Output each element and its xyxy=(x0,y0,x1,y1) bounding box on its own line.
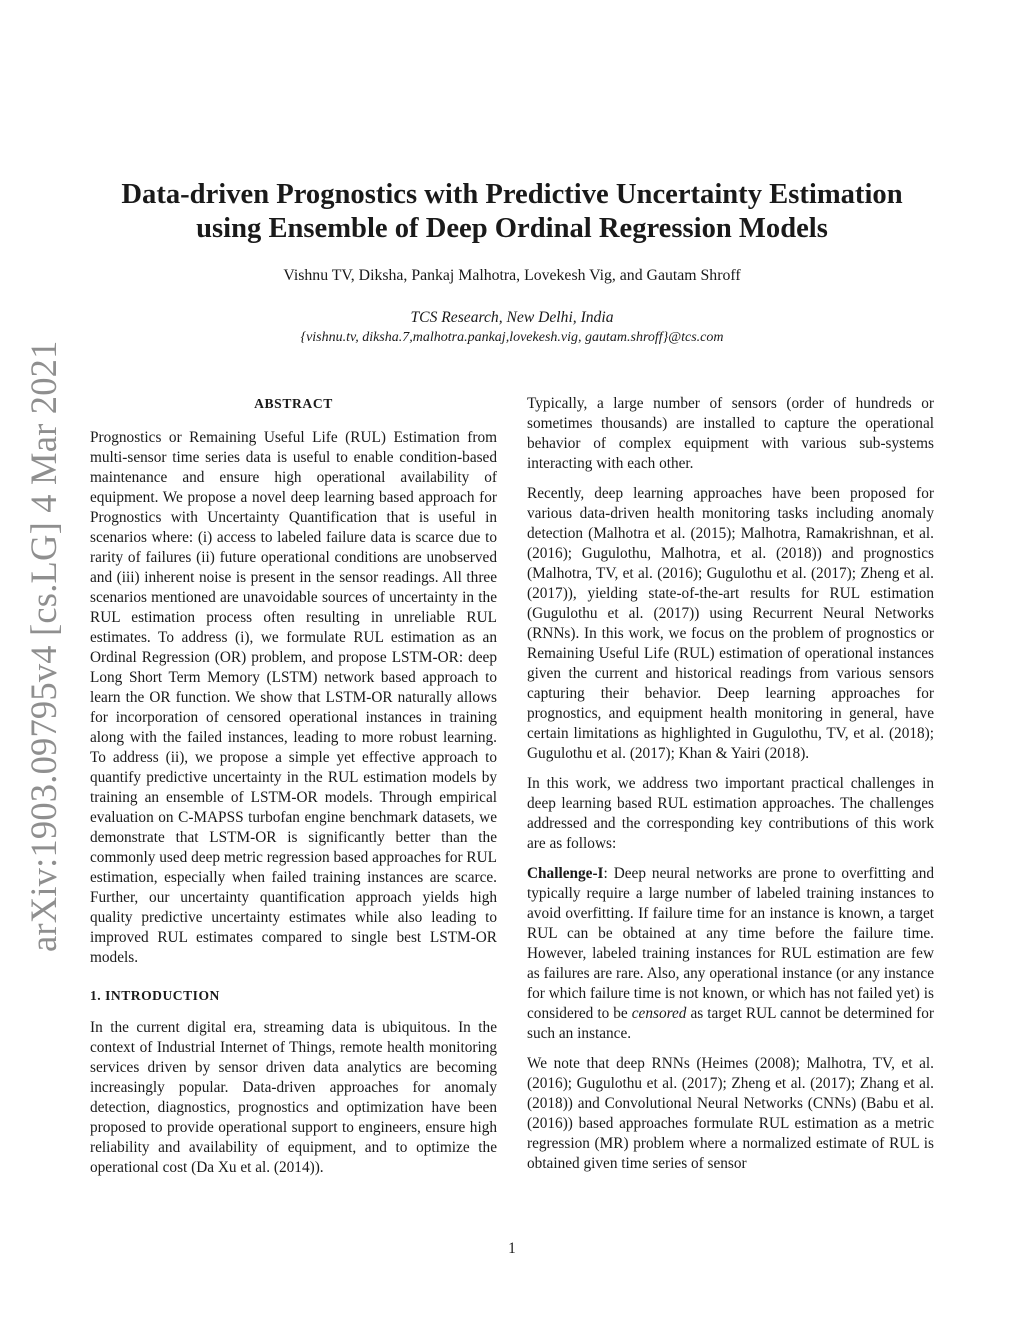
introduction-heading: 1. INTRODUCTION xyxy=(90,988,220,1003)
abstract-text: Prognostics or Remaining Useful Life (RUL) Estimation from multi-sensor time series data is useful to enable condition-based maintenance and ensure high operational availability of equipment. We propose a novel deep learning based approach for Prognostics with Uncertainty Quantification that is useful in scenarios where: (i) access to labeled failure data is scarce due to rarity of failures (ii) future operational conditions are unobserved and (iii) inherent noise is present in the sensor readings. All three scenarios mentioned are unavoidable sources of uncertainty in the RUL estimation process often resulting in unreliable RUL estimates. To address (i), we formulate RUL estimation as an Ordinal Regression (OR) problem, and propose LSTM-OR: deep Long Short Term Memory (LSTM) network based approach to learn the OR function. We show that LSTM-OR naturally allows for incorporation of censored operational instances in training along with the failed instances, leading to more robust learning. To address (ii), we propose a simple yet effective approach to quantify predictive uncertainty in the RUL estimation models by training an ensemble of LSTM-OR models. Through empirical evaluation on C-MAPSS turbofan engine benchmark datasets, we demonstrate that LSTM-OR is significantly better than the commonly used deep metric regression based approaches for RUL estimation, especially when failed training instances are scarce. Further, our uncertainty quantification approach yields high quality predictive uncertainty estimates while also leading to improved RUL estimates compared to single best LSTM-OR models. xyxy=(90,429,497,966)
right-paragraph-3: In this work, we address two important practical challenges in deep learning based RUL estimation approaches. The challenges addressed and the corresponding key contributions of this work are as follows: xyxy=(527,775,934,852)
arxiv-identifier: arXiv:1903.09795v4 [cs.LG] 4 Mar 2021 xyxy=(23,340,64,952)
challenge-i-label: Challenge-I xyxy=(527,865,604,882)
paper-title xyxy=(80,178,944,246)
title-line-2: using Ensemble of Deep Ordinal Regression Models xyxy=(196,213,828,244)
introduction-paragraph-1: In the current digital era, streaming data is ubiquitous. In the context of Industrial Internet of Things, remote health monitoring services driven by sensor driven data analytics are becoming increasingly popular. Data-driven approaches for anomaly detection, diagnostics, prognostics and optimization have been proposed to provide operational support to engineers, ensure high reliability and availability of equipment, and to optimize the operational cost (Da Xu et al. (2014)). xyxy=(90,1019,497,1176)
page-number: 1 xyxy=(508,1240,516,1257)
affiliation: TCS Research, New Delhi, India xyxy=(410,309,614,326)
author-list: Vishnu TV, Diksha, Pankaj Malhotra, Lovekesh Vig, and Gautam Shroff xyxy=(283,267,741,284)
right-paragraph-1: Typically, a large number of sensors (order of hundreds or sometimes thousands) are installed to capture the operational behavior of complex equipment with various sub-systems interacting with each other. xyxy=(527,395,934,472)
challenge-i-text-b: as target RUL cannot be determined for such an instance. xyxy=(527,1005,934,1042)
title-line-1: Data-driven Prognostics with Predictive Uncertainty Estimation xyxy=(121,179,903,210)
abstract-heading: ABSTRACT xyxy=(254,396,333,411)
right-paragraph-2: Recently, deep learning approaches have been proposed for various data-driven health monitoring tasks including anomaly detection (Malhotra et al. (2015); Malhotra, Ramakrishnan, et al. (2016); Gugulothu, Malhotra, et al. (2018)) and prognostics (Malhotra, TV, et al. (2016); Gugulothu et al. (2017); Zheng et al. (2017)), yielding state-of-the-art results for RUL estimation (Gugulothu et al. (2017)) using Recurrent Neural Networks (RNNs). In this work, we focus on the problem of prognostics or Remaining Useful Life (RUL) estimation of operational instances given the current and historical readings from various sensors capturing their behavior. Deep learning approaches for prognostics, and equipment health monitoring in general, have certain limitations as highlighted in Gugulothu, TV, et al. (2018); Gugulothu et al. (2017); Khan & Yairi (2018). xyxy=(527,485,934,762)
censored-term: censored xyxy=(631,1005,687,1022)
author-emails: {vishnu.tv, diksha.7,malhotra.pankaj,lovekesh.vig, gautam.shroff}@tcs.com xyxy=(300,330,724,345)
challenge-i-paragraph xyxy=(527,864,934,1044)
right-paragraph-5: We note that deep RNNs (Heimes (2008); Malhotra, TV, et al. (2016); Gugulothu et al. (2017); Zheng et al. (2017); Zhang et al. (2018)) and Convolutional Neural Networks (CNNs) (Babu et al. (2016)) based approaches formulate RUL estimation as a metric regression (MR) problem where a normalized estimate of RUL is obtained given time series of sensor xyxy=(527,1055,934,1172)
left-column xyxy=(90,394,497,1188)
right-column xyxy=(527,394,934,1184)
challenge-i-text-a: : Deep neural networks are prone to overfitting and typically require a large number of labeled training instances to avoid overfitting. If failure time for an instance is known, a target RUL can be obtained at any time before the failure time. However, labeled training instances for RUL estimation are few as failures are rare. Also, any operational instance (or any instance for which failure time is not known, or which has not failed yet) is considered to be xyxy=(527,865,934,1022)
